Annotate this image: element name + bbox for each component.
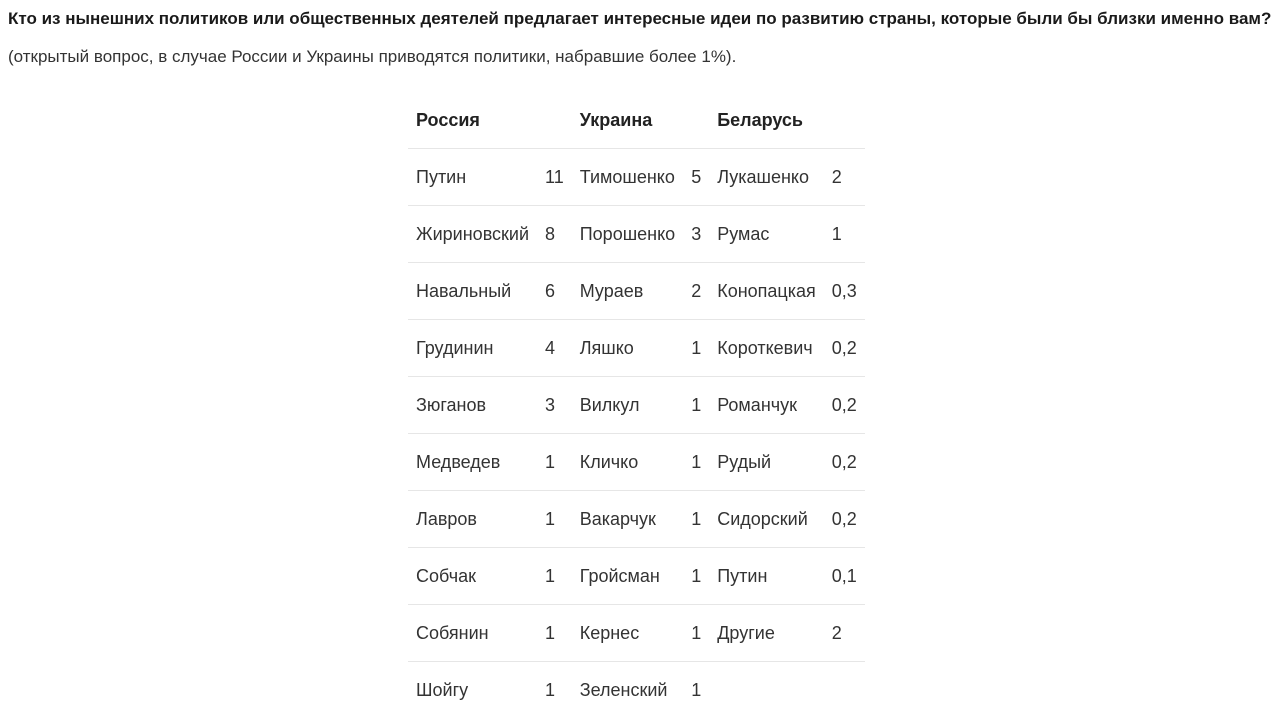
russia-value-cell: 8 (537, 206, 572, 263)
russia-name-cell: Грудинин (408, 320, 537, 377)
belarus-name-cell: Лукашенко (709, 149, 824, 206)
question-text: Кто из нынешних политиков или общественных деятелей предлагает интересные идеи по развитию страны, которые были бы близки именно вам? (8, 9, 1271, 28)
belarus-value-cell: 0,2 (824, 320, 865, 377)
russia-name-cell: Жириновский (408, 206, 537, 263)
survey-question (8, 0, 1276, 76)
table-header-row (408, 92, 865, 149)
ukraine-value-cell: 1 (683, 548, 709, 605)
ukraine-value-cell: 3 (683, 206, 709, 263)
table-row (408, 263, 865, 320)
ukraine-name-cell: Гройсман (572, 548, 683, 605)
table-row (408, 434, 865, 491)
question-note: (открытый вопрос, в случае России и Украины приводятся политики, набравшие более 1%). (8, 47, 736, 66)
header-russia-value (537, 92, 572, 149)
table-row (408, 605, 865, 662)
russia-value-cell: 1 (537, 491, 572, 548)
belarus-value-cell: 0,2 (824, 377, 865, 434)
belarus-value-cell: 0,3 (824, 263, 865, 320)
ukraine-name-cell: Вилкул (572, 377, 683, 434)
belarus-value-cell: 2 (824, 605, 865, 662)
ukraine-value-cell: 1 (683, 320, 709, 377)
russia-name-cell: Собянин (408, 605, 537, 662)
table-row (408, 548, 865, 605)
table-row (408, 206, 865, 263)
russia-value-cell: 1 (537, 662, 572, 718)
russia-value-cell: 3 (537, 377, 572, 434)
belarus-name-cell: Путин (709, 548, 824, 605)
ukraine-value-cell: 5 (683, 149, 709, 206)
belarus-value-cell: 0,2 (824, 434, 865, 491)
ukraine-name-cell: Ляшко (572, 320, 683, 377)
russia-value-cell: 11 (537, 149, 572, 206)
belarus-name-cell: Румас (709, 206, 824, 263)
belarus-name-cell: Сидорский (709, 491, 824, 548)
belarus-value-cell: 2 (824, 149, 865, 206)
header-russia: Россия (408, 92, 537, 149)
header-ukraine-value (683, 92, 709, 149)
table-row (408, 320, 865, 377)
russia-value-cell: 4 (537, 320, 572, 377)
russia-value-cell: 1 (537, 548, 572, 605)
russia-name-cell: Зюганов (408, 377, 537, 434)
ukraine-name-cell: Кернес (572, 605, 683, 662)
russia-name-cell: Путин (408, 149, 537, 206)
ukraine-name-cell: Кличко (572, 434, 683, 491)
russia-value-cell: 1 (537, 434, 572, 491)
belarus-name-cell: Рудый (709, 434, 824, 491)
table-row (408, 491, 865, 548)
table-row (408, 662, 865, 718)
belarus-name-cell: Конопацкая (709, 263, 824, 320)
belarus-name-cell: Другие (709, 605, 824, 662)
russia-name-cell: Шойгу (408, 662, 537, 718)
ukraine-value-cell: 1 (683, 491, 709, 548)
russia-name-cell: Медведев (408, 434, 537, 491)
russia-value-cell: 6 (537, 263, 572, 320)
ukraine-value-cell: 1 (683, 377, 709, 434)
header-ukraine: Украина (572, 92, 683, 149)
table-row (408, 149, 865, 206)
table-row (408, 377, 865, 434)
belarus-value-cell (824, 662, 865, 718)
belarus-name-cell: Романчук (709, 377, 824, 434)
ukraine-name-cell: Зеленский (572, 662, 683, 718)
ukraine-value-cell: 1 (683, 434, 709, 491)
header-belarus: Беларусь (709, 92, 824, 149)
belarus-value-cell: 0,2 (824, 491, 865, 548)
header-belarus-value (824, 92, 865, 149)
russia-name-cell: Собчак (408, 548, 537, 605)
ukraine-name-cell: Порошенко (572, 206, 683, 263)
russia-value-cell: 1 (537, 605, 572, 662)
ukraine-value-cell: 1 (683, 605, 709, 662)
ukraine-value-cell: 1 (683, 662, 709, 718)
russia-name-cell: Навальный (408, 263, 537, 320)
results-table (408, 92, 865, 718)
belarus-value-cell: 1 (824, 206, 865, 263)
belarus-name-cell: Короткевич (709, 320, 824, 377)
ukraine-value-cell: 2 (683, 263, 709, 320)
belarus-value-cell: 0,1 (824, 548, 865, 605)
ukraine-name-cell: Тимошенко (572, 149, 683, 206)
ukraine-name-cell: Мураев (572, 263, 683, 320)
belarus-name-cell (709, 662, 824, 718)
ukraine-name-cell: Вакарчук (572, 491, 683, 548)
russia-name-cell: Лавров (408, 491, 537, 548)
